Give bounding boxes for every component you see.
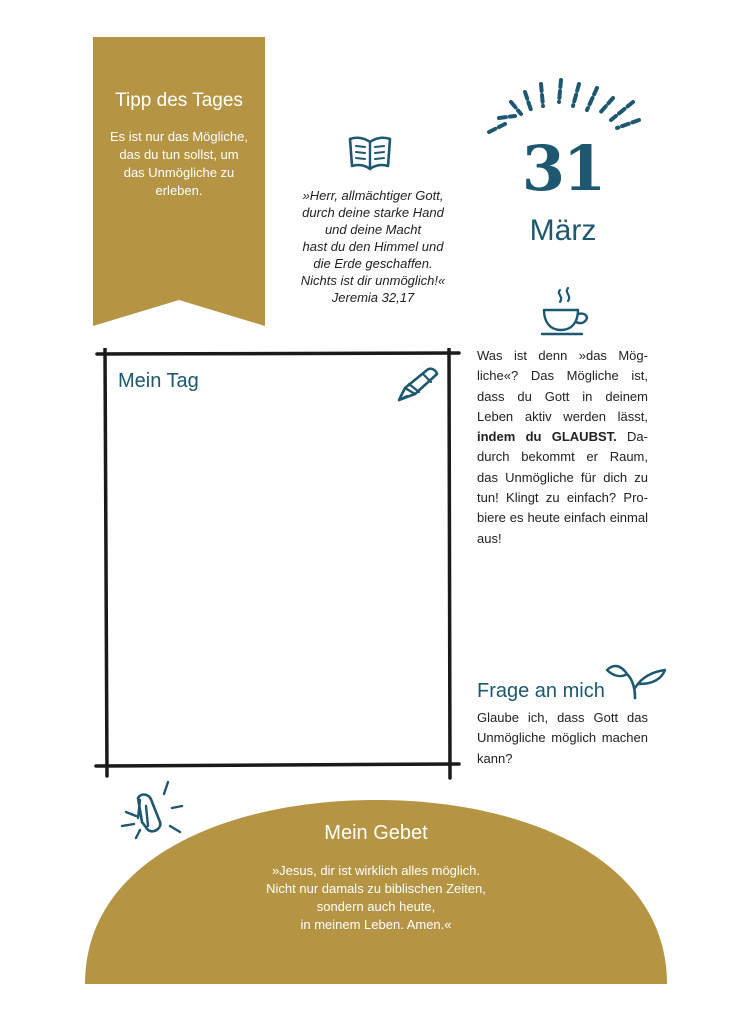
- coffee-cup-icon: [538, 286, 594, 338]
- mein-tag-label: Mein Tag: [118, 370, 199, 392]
- tipp-text: Es ist nur das Mögliche, das du tun sollst, um das Unmögliche zu erleben.: [109, 129, 248, 198]
- tipp-title: Tipp des Tages: [115, 90, 243, 111]
- frage-text: Glaube ich, dass Gott das Unmögliche möglich machen kann?: [477, 710, 648, 766]
- verse-line: durch deine starke Hand: [302, 205, 444, 220]
- gebet-line: »Jesus, dir ist wirklich alles möglich.: [271, 863, 481, 878]
- devotional-text-start: Was ist denn »das Mögliche«? Das Mögliche ist, dass du Gott in deinem Leben aktiv werden lässt,: [477, 348, 648, 424]
- bible-verse: [278, 187, 468, 306]
- devotional-text: [477, 346, 648, 549]
- gebet-line: sondern auch heute,: [316, 899, 436, 914]
- verse-line: hast du den Himmel und: [302, 239, 444, 254]
- verse-line: »Herr, allmächtiger Gott,: [302, 188, 444, 203]
- frage-title: Frage an mich: [477, 680, 605, 702]
- sunburst-icon: [483, 78, 645, 140]
- gebet-text: [85, 862, 667, 934]
- date-day: 31: [521, 132, 605, 205]
- pencil-icon: [395, 364, 441, 404]
- verse-line: und deine Macht: [324, 222, 422, 237]
- gebet-line: in meinem Leben. Amen.«: [300, 917, 452, 932]
- verse-line: Nichts ist dir unmöglich!«: [300, 273, 446, 288]
- mein-tag-frame: [93, 348, 463, 780]
- gebet-line: Nicht nur damals zu biblischen Zeiten,: [266, 881, 486, 896]
- date-month: März: [529, 214, 597, 247]
- verse-line: die Erde geschaffen.: [313, 256, 433, 271]
- open-book-icon: [347, 132, 393, 172]
- gebet-title: Mein Gebet: [324, 822, 428, 844]
- devotional-text-end: Dadurch bekommt er Raum, das Unmögliche für dich zu tun! Klingt zu einfach? Probiere es heute einfach einmal aus!: [477, 429, 649, 546]
- sprout-icon: [605, 660, 669, 700]
- verse-reference: Jeremia 32,17: [331, 290, 415, 305]
- devotional-text-emphasis: indem du GLAUBST.: [477, 429, 617, 445]
